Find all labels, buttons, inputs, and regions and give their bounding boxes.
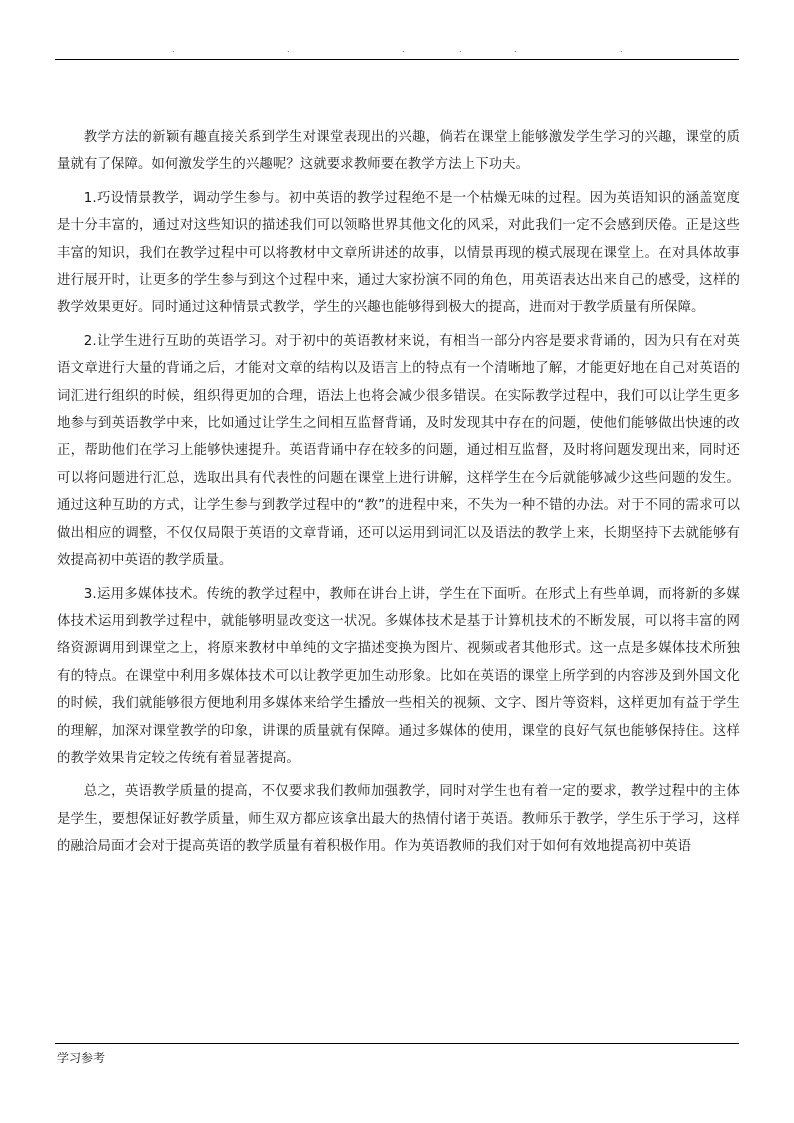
header-rule <box>55 59 739 60</box>
paragraph: 教学方法的新颖有趣直接关系到学生对课堂表现出的兴趣，倘若在课堂上能够激发学生学习的兴趣，课堂的质量就有了保障。如何激发学生的兴趣呢？这就要求教师要在教学方法上下功夫。 <box>57 130 740 173</box>
footer-rule <box>55 1043 739 1044</box>
header-dot: . <box>459 45 462 54</box>
header-dots <box>55 46 739 54</box>
document-body <box>57 124 740 867</box>
footer-label: 学习参考 <box>57 1051 106 1065</box>
header-dot: . <box>514 45 517 54</box>
paragraph: 3.运用多媒体技术。传统的教学过程中，教师在讲台上讲，学生在下面听。在形式上有些单调，而将新的多媒体技术运用到教学过程中，就能够明显改变这一状况。多媒体技术是基于计算机技术的不断发展，可以将丰富的网络资源调用到课堂之上，将原来教材中单纯的文字描述变换为图片、视频或者其他形式。这一点是多媒体技术所独有的特点。在课堂中利用多媒体技术可以让教学更加生动形象。比如在英语的课堂上所学到的内容涉及到外国文化的时候，我们就能够很方便地利用多媒体来给学生播放一些相关的视频、文字、图片等资料，这样更加有益于学生的理解，加深对课堂教学的印象，讲课的质量就有保障。通过多媒体的使用，课堂的良好气氛也能够保持住。这样的教学效果肯定较之传统有着显著提高。 <box>57 586 740 766</box>
paragraph: 总之，英语教学质量的提高，不仅要求我们教师加强教学，同时对学生也有着一定的要求，教学过程中的主体是学生，要想保证好教学质量，师生双方都应该拿出最大的热情付诸于英语。教师乐于教学，学生乐于学习，这样的融洽局面才会对于提高英语的教学质量有着积极作用。作为英语教师的我们对于如何有效地提高初中英语 <box>57 784 740 855</box>
paragraph: 2.让学生进行互助的英语学习。对于初中的英语教材来说，有相当一部分内容是要求背诵的，因为只有在对英语文章进行大量的背诵之后，才能对文章的结构以及语言上的特点有一个清晰地了解，才能更好地在自己对英语的词汇进行组织的时候，组织得更加的合理，语法上也将会减少很多错误。在实际教学过程中，我们可以让学生更多地参与到英语教学中来，比如通过让学生之间相互监督背诵，及时发现其中存在的问题，使他们能够做出快速的改正，帮助他们在学习上能够快速提升。英语背诵中存在较多的问题，通过相互监督，及时将问题发现出来，同时还可以将问题进行汇总，选取出具有代表性的问题在课堂上进行讲解，这样学生在今后就能够减少这些问题的发生。通过这种互助的方式，让学生参与到教学过程中的“教”的进程中来，不失为一种不错的办法。对于不同的需求可以做出相应的调整，不仅仅局限于英语的文章背诵，还可以运用到词汇以及语法的教学上来，长期坚持下去就能够有效提高初中英语的教学质量。 <box>57 333 740 569</box>
header-dot: . <box>620 45 623 54</box>
paragraph: 1.巧设情景教学，调动学生参与。初中英语的教学过程绝不是一个枯燥无味的过程。因为英语知识的涵盖宽度是十分丰富的，通过对这些知识的描述我们可以领略世界其他文化的风采，对此我们一定不会感到厌倦。正是这些丰富的知识，我们在教学过程中可以将教材中文章所讲述的故事，以情景再现的模式展现在课堂上。在对具体故事进行展开时，让更多的学生参与到这个过程中来，通过大家扮演不同的角色，用英语表达出来自己的感受，这样的教学效果更好。同时通过这种情景式教学，学生的兴趣也能够得到极大的提高，进而对于教学质量有所保障。 <box>57 190 740 316</box>
header-dot: . <box>172 45 175 54</box>
header-dot: . <box>287 45 290 54</box>
header-dot: . <box>402 45 405 54</box>
